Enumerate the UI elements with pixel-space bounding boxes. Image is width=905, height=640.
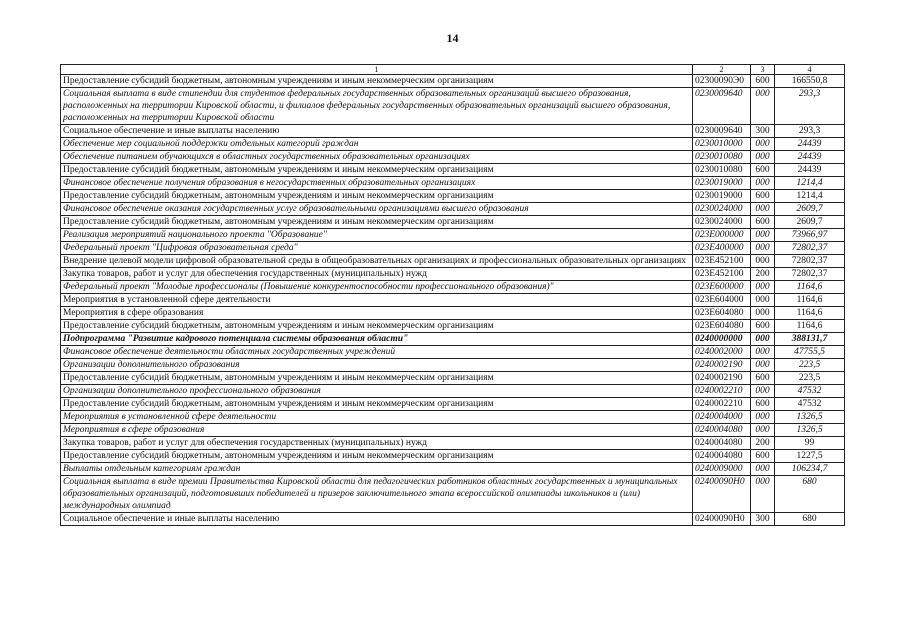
row-type-cell: 600 — [751, 398, 775, 411]
table-row — [61, 88, 845, 125]
row-name-cell: Финансовое обеспечение деятельности областных государственных учреждений — [61, 346, 693, 359]
row-amount-cell: 24439 — [775, 164, 845, 177]
row-type-cell: 000 — [751, 151, 775, 164]
row-type-cell: 600 — [751, 372, 775, 385]
row-name-cell: Социальная выплата в виде премии Правительства Кировской области для педагогических работников областных государственных и муниципальных образовательных организаций, подготовивших победителей и призеров заключительного этапа всероссийской олимпиады школьников и (или) международных олимпиад — [61, 476, 693, 513]
table-row — [61, 385, 845, 398]
row-name-cell: Выплаты отдельным категориям граждан — [61, 463, 693, 476]
row-code-cell: 0230024000 — [693, 203, 751, 216]
row-code-cell: 0240002210 — [693, 385, 751, 398]
row-code-cell: 0240000000 — [693, 333, 751, 346]
row-type-cell: 000 — [751, 177, 775, 190]
row-amount-cell: 47532 — [775, 398, 845, 411]
row-code-cell: 023Е604080 — [693, 307, 751, 320]
table-body — [61, 75, 845, 526]
row-code-cell: 0240002190 — [693, 359, 751, 372]
row-amount-cell: 1214,4 — [775, 190, 845, 203]
row-amount-cell: 680 — [775, 513, 845, 526]
table-row — [61, 372, 845, 385]
row-code-cell: 0240004000 — [693, 411, 751, 424]
row-code-cell: 0240002000 — [693, 346, 751, 359]
row-amount-cell: 1227,5 — [775, 450, 845, 463]
row-code-cell: 0230010080 — [693, 151, 751, 164]
row-amount-cell: 293,3 — [775, 125, 845, 138]
header-col-3: 3 — [751, 65, 775, 75]
row-amount-cell: 680 — [775, 476, 845, 513]
row-amount-cell: 2609,7 — [775, 216, 845, 229]
table-row — [61, 75, 845, 88]
row-type-cell: 000 — [751, 203, 775, 216]
row-type-cell: 600 — [751, 164, 775, 177]
row-name-cell: Организации дополнительного профессионального образования — [61, 385, 693, 398]
row-name-cell: Социальное обеспечение и иные выплаты населению — [61, 513, 693, 526]
row-type-cell: 200 — [751, 268, 775, 281]
row-name-cell: Организации дополнительного образования — [61, 359, 693, 372]
row-code-cell: 023Е452100 — [693, 268, 751, 281]
row-code-cell: 0240002190 — [693, 372, 751, 385]
row-name-cell: Предоставление субсидий бюджетным, автономным учреждениям и иным некоммерческим организациям — [61, 398, 693, 411]
table-row — [61, 255, 845, 268]
row-code-cell: 0230019000 — [693, 177, 751, 190]
row-amount-cell: 72802,37 — [775, 268, 845, 281]
row-name-cell: Предоставление субсидий бюджетным, автономным учреждениям и иным некоммерческим организациям — [61, 75, 693, 88]
row-type-cell: 000 — [751, 359, 775, 372]
table-row — [61, 450, 845, 463]
table-row — [61, 398, 845, 411]
row-type-cell: 000 — [751, 138, 775, 151]
row-type-cell: 000 — [751, 346, 775, 359]
row-amount-cell: 1164,6 — [775, 320, 845, 333]
row-type-cell: 600 — [751, 320, 775, 333]
table-row — [61, 216, 845, 229]
row-code-cell: 0230019000 — [693, 190, 751, 203]
row-code-cell: 0230024000 — [693, 216, 751, 229]
row-type-cell: 000 — [751, 385, 775, 398]
row-amount-cell: 1164,6 — [775, 307, 845, 320]
row-amount-cell: 24439 — [775, 151, 845, 164]
row-amount-cell: 73966,97 — [775, 229, 845, 242]
header-col-1: 1 — [61, 65, 693, 75]
row-code-cell: 023Е604080 — [693, 320, 751, 333]
row-code-cell: 02300090Э0 — [693, 75, 751, 88]
row-name-cell: Мероприятия в установленной сфере деятельности — [61, 294, 693, 307]
table-header-row — [61, 65, 845, 75]
table-row — [61, 229, 845, 242]
row-name-cell: Предоставление субсидий бюджетным, автономным учреждениям и иным некоммерческим организациям — [61, 320, 693, 333]
row-code-cell: 0230009640 — [693, 125, 751, 138]
row-amount-cell: 293,3 — [775, 88, 845, 125]
table-row — [61, 424, 845, 437]
row-amount-cell: 223,5 — [775, 359, 845, 372]
row-type-cell: 000 — [751, 294, 775, 307]
row-type-cell: 000 — [751, 476, 775, 513]
row-name-cell: Закупка товаров, работ и услуг для обеспечения государственных (муниципальных) нужд — [61, 268, 693, 281]
row-name-cell: Федеральный проект "Молодые профессионалы (Повышение конкурентоспособности профессионального образования)" — [61, 281, 693, 294]
table-row — [61, 333, 845, 346]
row-name-cell: Предоставление субсидий бюджетным, автономным учреждениям и иным некоммерческим организациям — [61, 190, 693, 203]
row-name-cell: Мероприятия в сфере образования — [61, 424, 693, 437]
row-type-cell: 000 — [751, 281, 775, 294]
row-name-cell: Социальное обеспечение и иные выплаты населению — [61, 125, 693, 138]
table-row — [61, 164, 845, 177]
row-code-cell: 0230009640 — [693, 88, 751, 125]
row-type-cell: 200 — [751, 437, 775, 450]
row-amount-cell: 72802,37 — [775, 255, 845, 268]
row-amount-cell: 223,5 — [775, 372, 845, 385]
row-code-cell: 0240004080 — [693, 450, 751, 463]
table-row — [61, 242, 845, 255]
row-code-cell: 023Е452100 — [693, 255, 751, 268]
table-row — [61, 268, 845, 281]
row-type-cell: 000 — [751, 307, 775, 320]
row-type-cell: 600 — [751, 216, 775, 229]
row-type-cell: 600 — [751, 75, 775, 88]
row-type-cell: 000 — [751, 242, 775, 255]
row-amount-cell: 1164,6 — [775, 294, 845, 307]
row-code-cell: 0240009000 — [693, 463, 751, 476]
row-type-cell: 600 — [751, 450, 775, 463]
row-name-cell: Предоставление субсидий бюджетным, автономным учреждениям и иным некоммерческим организациям — [61, 450, 693, 463]
table-row — [61, 346, 845, 359]
table-row — [61, 125, 845, 138]
row-name-cell: Федеральный проект "Цифровая образовательная среда" — [61, 242, 693, 255]
table-row — [61, 320, 845, 333]
row-code-cell: 02400090Н0 — [693, 513, 751, 526]
table-row — [61, 190, 845, 203]
table-row — [61, 177, 845, 190]
row-name-cell: Предоставление субсидий бюджетным, автономным учреждениям и иным некоммерческим организациям — [61, 164, 693, 177]
row-name-cell: Внедрение целевой модели цифровой образовательной среды в общеобразовательных организациях и профессиональных образовательных организациях — [61, 255, 693, 268]
row-name-cell: Мероприятия в установленной сфере деятельности — [61, 411, 693, 424]
row-code-cell: 023Е400000 — [693, 242, 751, 255]
row-type-cell: 000 — [751, 88, 775, 125]
page-number: 14 — [446, 31, 459, 45]
row-amount-cell: 1326,5 — [775, 424, 845, 437]
row-name-cell: Предоставление субсидий бюджетным, автономным учреждениям и иным некоммерческим организациям — [61, 372, 693, 385]
row-amount-cell: 1164,6 — [775, 281, 845, 294]
table-row — [61, 138, 845, 151]
row-code-cell: 02400090Н0 — [693, 476, 751, 513]
row-code-cell: 0240004080 — [693, 437, 751, 450]
row-name-cell: Подпрограмма "Развитие кадрового потенциала системы образования области" — [61, 333, 693, 346]
header-col-4: 4 — [775, 65, 845, 75]
table-row — [61, 151, 845, 164]
row-code-cell: 0240002210 — [693, 398, 751, 411]
row-code-cell: 0240004080 — [693, 424, 751, 437]
header-col-2: 2 — [693, 65, 751, 75]
table-row — [61, 463, 845, 476]
row-name-cell: Обеспечение мер социальной поддержки отдельных категорий граждан — [61, 138, 693, 151]
row-amount-cell: 388131,7 — [775, 333, 845, 346]
table-row — [61, 476, 845, 513]
table-row — [61, 294, 845, 307]
row-amount-cell: 106234,7 — [775, 463, 845, 476]
row-type-cell: 000 — [751, 333, 775, 346]
row-type-cell: 600 — [751, 190, 775, 203]
row-type-cell: 000 — [751, 411, 775, 424]
row-name-cell: Обеспечение питанием обучающихся в областных государственных образовательных организациях — [61, 151, 693, 164]
table-row — [61, 359, 845, 372]
row-type-cell: 000 — [751, 255, 775, 268]
row-amount-cell: 1326,5 — [775, 411, 845, 424]
row-code-cell: 0230010080 — [693, 164, 751, 177]
row-amount-cell: 47532 — [775, 385, 845, 398]
row-amount-cell: 72802,37 — [775, 242, 845, 255]
row-type-cell: 000 — [751, 424, 775, 437]
row-code-cell: 023Е000000 — [693, 229, 751, 242]
row-amount-cell: 47755,5 — [775, 346, 845, 359]
row-name-cell: Реализация мероприятий национального проекта "Образование" — [61, 229, 693, 242]
budget-table — [60, 64, 845, 526]
row-amount-cell: 2609,7 — [775, 203, 845, 216]
row-code-cell: 023Е600000 — [693, 281, 751, 294]
row-type-cell: 300 — [751, 513, 775, 526]
row-name-cell: Социальная выплата в виде стипендии для студентов федеральных государственных образовательных организаций высшего образования, расположенных на территории Кировской области, и филиалов федеральных государственных образовательных организаций высшего образования, расположенных на территории Кировской области — [61, 88, 693, 125]
row-code-cell: 023Е604000 — [693, 294, 751, 307]
table-row — [61, 281, 845, 294]
row-amount-cell: 24439 — [775, 138, 845, 151]
row-name-cell: Финансовое обеспечение получения образования в негосударственных образовательных организациях — [61, 177, 693, 190]
row-name-cell: Финансовое обеспечение оказания государственных услуг образовательными организациями высшего образования — [61, 203, 693, 216]
row-amount-cell: 166550,8 — [775, 75, 845, 88]
row-type-cell: 300 — [751, 125, 775, 138]
table-row — [61, 307, 845, 320]
row-code-cell: 0230010000 — [693, 138, 751, 151]
row-amount-cell: 1214,4 — [775, 177, 845, 190]
table-row — [61, 513, 845, 526]
row-name-cell: Предоставление субсидий бюджетным, автономным учреждениям и иным некоммерческим организациям — [61, 216, 693, 229]
row-type-cell: 000 — [751, 463, 775, 476]
row-name-cell: Закупка товаров, работ и услуг для обеспечения государственных (муниципальных) нужд — [61, 437, 693, 450]
table-row — [61, 411, 845, 424]
table-row — [61, 203, 845, 216]
row-name-cell: Мероприятия в сфере образования — [61, 307, 693, 320]
table-row — [61, 437, 845, 450]
row-amount-cell: 99 — [775, 437, 845, 450]
row-type-cell: 000 — [751, 229, 775, 242]
